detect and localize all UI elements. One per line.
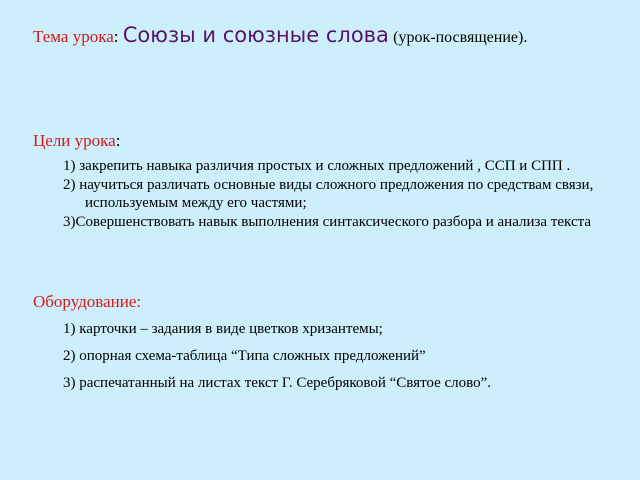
goals-heading: [33, 131, 120, 151]
goal-item: 1) закрепить навыка различия простых и сложных предложений , ССП и СПП .: [63, 158, 571, 174]
topic-note: (урок-посвящение).: [393, 29, 528, 46]
topic-label: Тема урока: [33, 27, 114, 46]
lesson-topic: [33, 22, 618, 51]
goals-heading-colon: :: [115, 131, 121, 150]
topic-colon: :: [113, 27, 119, 46]
topic-title: Союзы и союзные слова: [122, 23, 389, 47]
goals-heading-label: Цели урока: [33, 131, 116, 150]
equipment-item: 2) опорная схема-таблица “Типа сложных предложений”: [63, 348, 426, 364]
equipment-heading: Оборудование:: [33, 292, 142, 311]
goals-list: [63, 157, 603, 231]
equipment-list: [63, 320, 603, 401]
goal-item: 3)Совершенствовать навык выполнения синтаксического разбора и анализа текста: [63, 213, 592, 230]
equipment-item: 1) карточки – задания в виде цветков хризантемы;: [63, 321, 383, 337]
equipment-item: 3) распечатанный на листах текст Г. Серебряковой “Святое слово”.: [63, 375, 492, 391]
goal-item: 2) научиться различать основные виды сложного предложения по средствам связи, используемым между его частями;: [63, 176, 594, 211]
